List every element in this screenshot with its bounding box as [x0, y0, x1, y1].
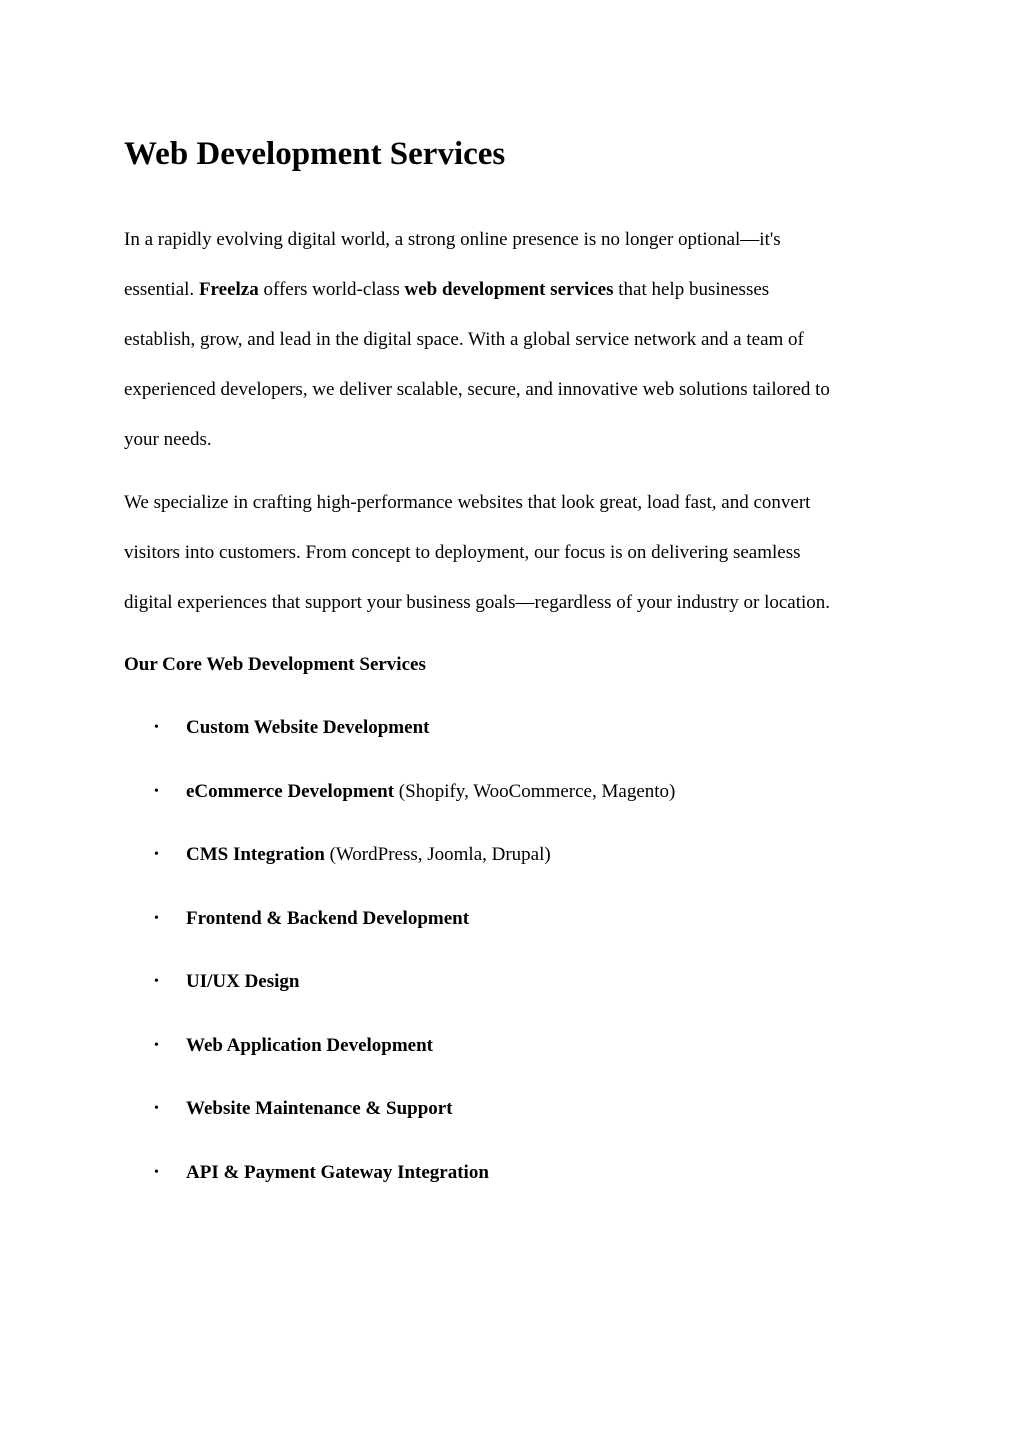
service-detail: (WordPress, Joomla, Drupal) [324, 844, 551, 865]
intro-line-2 [124, 265, 904, 315]
intro-line-2-text-c: offers world-class [258, 279, 405, 300]
bullet-icon: • [154, 1164, 159, 1180]
bullet-icon: • [154, 910, 159, 926]
service-detail: (Shopify, WooCommerce, Magento) [394, 780, 676, 802]
bullet-icon: • [154, 974, 159, 989]
intro-line-4: experienced developers, we deliver scalable, secure, and innovative web solutions tailored to [124, 379, 830, 400]
service-item-text [186, 1096, 453, 1122]
services-heading: Our Core Web Development Services [124, 654, 426, 675]
service-item-text [186, 906, 469, 932]
second-line-3: digital experiences that support your business goals—regardless of your industry or location. [124, 592, 831, 613]
intro-line-3: establish, grow, and lead in the digital space. With a global service network and a team of [124, 329, 804, 350]
service-name: API & Payment Gateway Integration [186, 1161, 489, 1183]
bullet-icon: • [154, 783, 159, 799]
second-paragraph [124, 478, 904, 628]
service-item-text [186, 715, 429, 741]
intro-line-5: your needs. [124, 429, 212, 450]
intro-line-2-text-e: that help businesses [613, 279, 770, 300]
service-item-text [186, 1160, 489, 1186]
service-item-text [186, 969, 299, 995]
intro-line-1: In a rapidly evolving digital world, a strong online presence is no longer optional—it's [124, 229, 781, 250]
service-item-text [186, 842, 551, 868]
intro-line-2-text-a: essential. [124, 279, 199, 300]
bullet-icon: • [154, 720, 159, 735]
service-name: Web Application Development [186, 1034, 434, 1056]
service-item-text [186, 779, 675, 805]
service-item-text [186, 1033, 433, 1059]
service-name: Frontend & Backend Development [186, 907, 470, 929]
second-line-1: We specialize in crafting high-performance websites that look great, load fast, and convert [124, 492, 811, 513]
intro-paragraph [124, 215, 904, 465]
company-name: Freelza [198, 279, 259, 300]
bullet-icon: • [154, 1101, 159, 1116]
service-name: eCommerce Development [186, 780, 395, 802]
service-name: UI/UX Design [186, 971, 300, 992]
bullet-icon: • [154, 847, 159, 862]
bullet-icon: • [154, 1037, 159, 1053]
service-emphasis: web development services [404, 279, 614, 300]
second-line-2: visitors into customers. From concept to deployment, our focus is on delivering seamless [124, 542, 801, 563]
service-name: Custom Website Development [186, 717, 430, 738]
page-title: Web Development Services [124, 136, 506, 172]
service-name: Website Maintenance & Support [186, 1098, 453, 1119]
service-name: CMS Integration [186, 844, 325, 865]
